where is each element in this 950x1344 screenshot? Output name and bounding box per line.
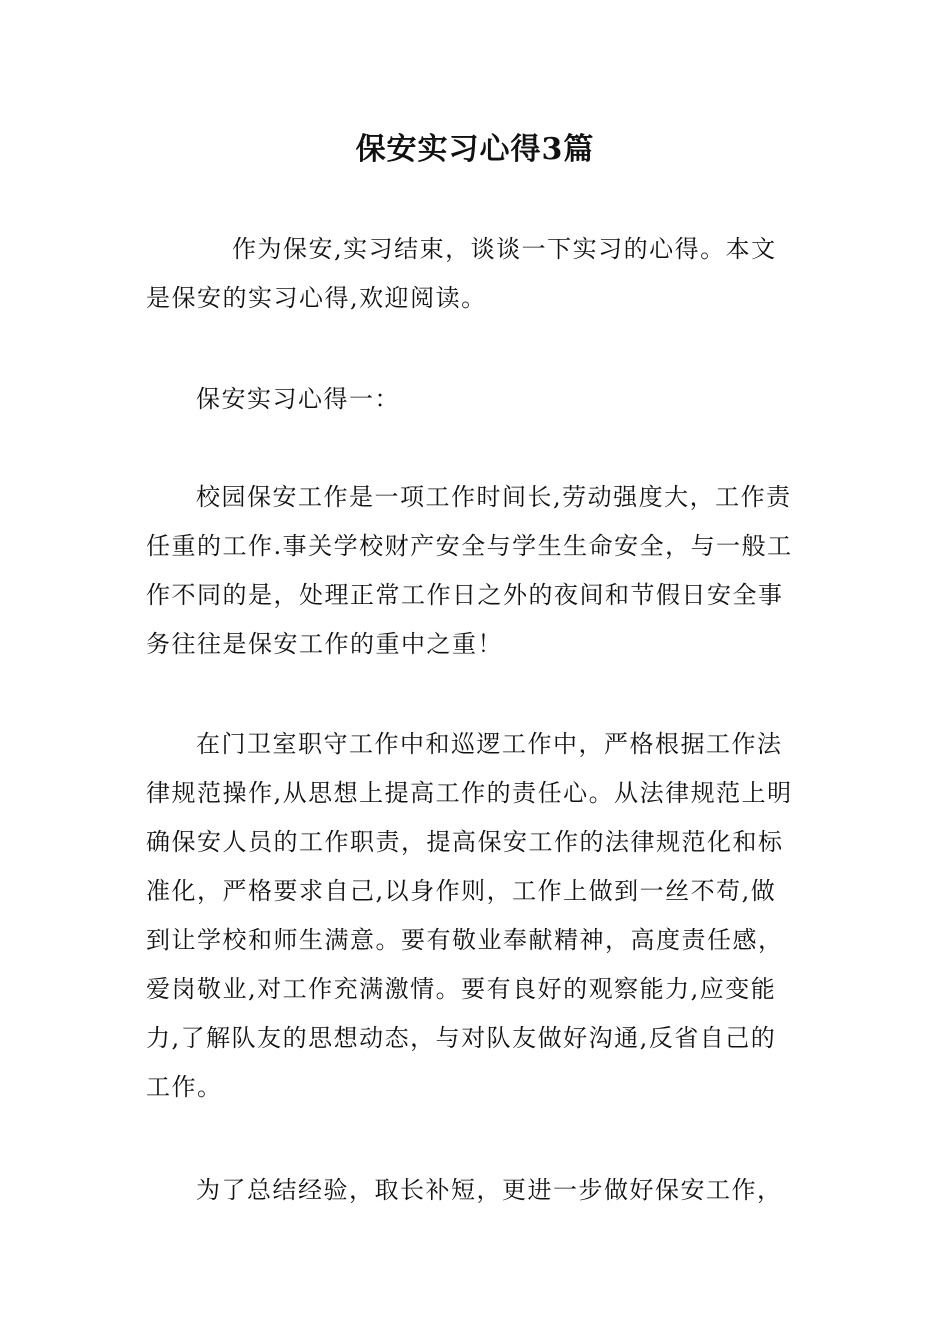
body-paragraph-two: 在门卫室职守工作中和巡逻工作中，严格根据工作法律规范操作,从思想上提高工作的责任心。从法律规范上明确保安人员的工作职责，提高保安工作的法律规范化和标准化，严格要求自己,以身作则，工作上做到一丝不苟,做到让学校和师生满意。要有敬业奉献精神，高度责任感，爱岗敬业,对工作充满激情。要有良好的观察能力,应变能力,了解队友的思想动态，与对队友做好沟通,反省自己的工作。 (146, 730, 793, 1101)
body-paragraph-one: 校园保安工作是一项工作时间长,劳动强度大，工作责任重的工作.事关学校财产安全与学生生命安全，与一般工作不同的是，处理正常工作日之外的夜间和节假日安全事务往往是保安工作的重中之重！ (146, 483, 793, 658)
body-paragraph-three: 为了总结经验，取长补短，更进一步做好保安工作， (196, 1176, 783, 1204)
document-title: 保安实习心得3篇 (355, 132, 595, 167)
section-heading-one: 保安实习心得一： (196, 385, 400, 413)
intro-paragraph: 作为保安,实习结束，谈谈一下实习的心得。本文是保安的实习心得,欢迎阅读。 (146, 235, 777, 312)
